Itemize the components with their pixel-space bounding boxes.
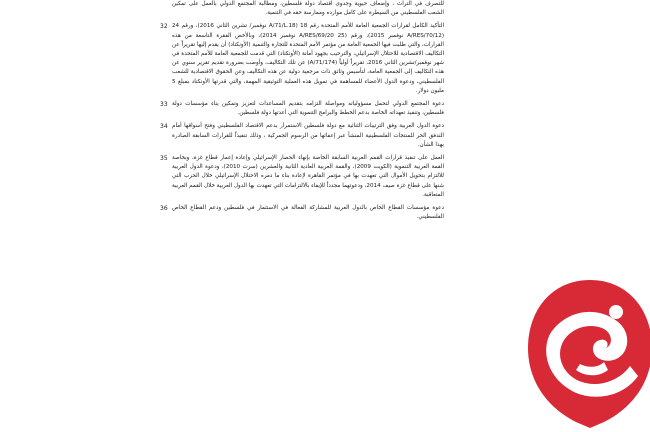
item-number: 35 [160,155,168,163]
item-text: دعوة الدول العربية وفق الترتيبات الثنائية مع دولة فلسطين الاستمرار بدعم الاقتصاد الفلسطيني وفتح أسواقها أمام التدفق الحر للمنتجات الفلسطينية المنشأ عبر إعفائها من الرسوم الجمركية ، وذلك تنفيذاً للقرارات السابقة الصادرة بهذا الشأن. [172,123,444,148]
item-text: دعوة المجتمع الدولي لتحمل مسؤولياته ومواصلة التزامه بتقديم المساعدات لتعزيز وتمكين بناء مؤسسات دولة فلسطين، وتنفيذ تعهداته الخاصة بدعم الخطط والبرامج التنموية التي أعدتها دولة فلسطين. [172,101,444,117]
document-body [160,0,445,222]
item-text: دعوة مؤسسات القطاع الخاص بالدول العربية للمشاركة الفعالة في الاستثمار في فلسطين ودعم القطاع الخاص الفلسطيني. [172,205,444,221]
intro-paragraph: للتصرف في التراث ، وإضعاف حيوية وجدوى اقتصاد دولة فلسطين، ومطالبة المجتمع الدولي بالعمل على تمكين الشعب الفلسطيني من السيطرة على كامل موارده وممارسة حقه في التنمية. [172,1,444,17]
item-number: 33 [160,101,168,109]
item-text: التأكيد الكامل لقرارات الجمعية العامة للأمم المتحدة رقم 18 (A/71/L.18 نوفمبر/ تشرين الثاني 2016)، ورقم 24 (A/RES/70/12 نوفمبر 2015)، ورقم (A/RES/69/20 25 نوفمبر 2014)، وبالأخص الفقرة التاسعة من هذه القرارات، والتي طلبت فيها الجمعية العامة من مؤتمر الأمم المتحدة للتجارة والتنمية (الأونكتاد) أن يقدم إليها تقريراً عن التكاليف الاقتصادية للاحتلال الإسرائيلي، والترحيب بجهود أمانة (الأونكتاد) التي قدمت للجمعية العامة للأمم المتحدة في شهر نوفمبر/تشرين الثاني 2016، تقريراً أولياً (A/71/174) عن تلك التكاليف، وأوصت بضرورة تقديم تقرير سنوي عن هذه التكاليف إلى الجمعية العامة، لتأسيس وثائق ذات مرجعية دولية عن هذه التكاليف وعن الحقوق الاقتصادية للشعب الفلسطيني، ودعوة الدول الأعضاء للمساهمة في تمويل هذه العملية التوثيقية المهمة، والتي قدرتها الأونكتاد بمبلغ 5 مليون دولار. [172,23,445,94]
item-number: 32 [160,23,168,31]
item-number: 34 [160,123,168,131]
list-item-35 [160,154,444,200]
item-number: 36 [160,205,168,213]
list-item-34 [160,122,444,150]
list-item-36 [160,204,444,222]
list-item-32 [160,22,445,96]
list-item-33 [160,100,444,118]
news-agency-logo-icon [520,272,650,432]
item-text: العمل على تنفيذ قرارات القمم العربية السابقة الخاصة بإنهاء الحصار الإسرائيلي وإعادة إعمار قطاع غزة، وبخاصة القمة العربية التنموية (الكويت 2009)، والقمة العربية العادية الثانية والعشرين (سرت 2010)، ودعوة الدول العربية للالتزام بتحويل الأموال التي تعهدت بها في مؤتمر القاهرة لإعادة بناء ما دمره الاحتلال الإسرائيلي خلال الحرب التي شنها على قطاع غزة صيف 2014، ودعوتهما مجدداً للإيفاء بالالتزامات التي تعهدت بها الدول العربية خلال القمم العربية المتعاقبة. [172,155,444,198]
